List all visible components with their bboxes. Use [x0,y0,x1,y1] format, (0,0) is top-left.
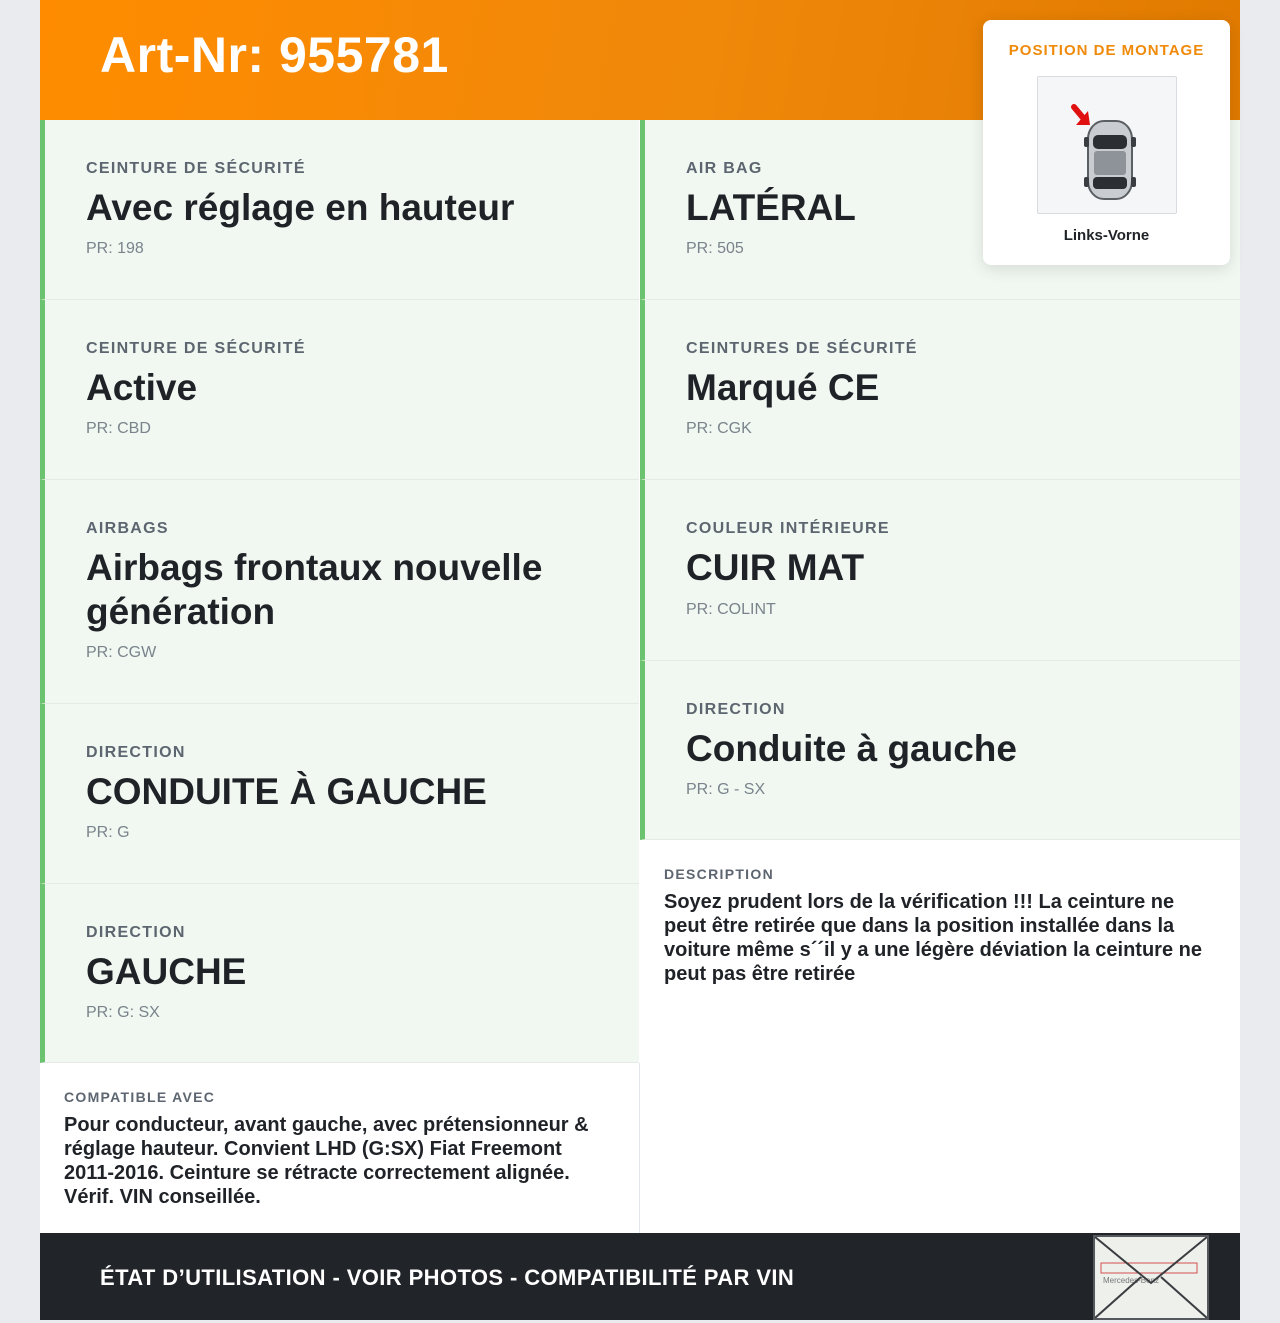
attribute-pr-code: PR: G: SX [86,1004,160,1021]
attribute-value: Marqué CE [686,367,880,408]
thumbnail-caption: Mercedes-Benz [1103,1276,1160,1285]
mounting-position-card [983,20,1230,265]
attribute-value: Active [86,367,198,408]
attribute-pr-code: PR: CGK [686,420,752,437]
attribute-label: CEINTURE DE SÉCURITÉ [86,340,306,357]
attribute-pr-code: PR: COLINT [686,601,776,618]
compatibility-section [40,1063,640,1233]
compatibility-text: Pour conducteur, avant gauche, avec prétensionneur & réglage hauteur. Convient LHD (G:SX) Fiat Freemont 2011-2016. Ceinture se rétracte correctement alignée. Vérif. VIN conseillée. [64,1114,589,1208]
attribute-label: DIRECTION [686,701,786,718]
attribute-pr-code: PR: 198 [86,240,144,257]
attribute-card [40,704,639,884]
product-sheet [40,0,1240,1320]
attribute-value: CUIR MAT [686,547,865,588]
attribute-value: GAUCHE [86,951,247,992]
attribute-card [40,884,639,1063]
attribute-label: AIRBAGS [86,520,169,537]
footer-bar [40,1233,1240,1320]
attribute-label: CEINTURE DE SÉCURITÉ [86,160,306,177]
compatibility-label: COMPATIBLE AVEC [64,1089,216,1105]
description-text: Soyez prudent lors de la vérification !!! La ceinture ne peut être retirée que dans la position installée dans la voiture même s´´il y a une légère déviation la ceinture ne peut pas être retirée [664,891,1202,985]
attribute-value: CONDUITE À GAUCHE [86,771,487,812]
car-position-image[interactable] [1037,76,1177,214]
attribute-label: COULEUR INTÉRIEURE [686,520,890,537]
attribute-label: DIRECTION [86,744,186,761]
attribute-label: AIR BAG [686,160,763,177]
attribute-value: LATÉRAL [686,187,856,228]
car-top-view-icon [1038,77,1178,215]
document-thumbnail[interactable] [1093,1235,1209,1320]
attribute-pr-code: PR: CGW [86,644,157,661]
attribute-pr-code: PR: G - SX [686,781,766,798]
attribute-card [40,300,639,480]
attribute-card [40,120,639,300]
mounting-position-value: Links-Vorne [1063,227,1150,244]
attribute-pr-code: PR: 505 [686,240,744,257]
attribute-card [640,480,1240,661]
attribute-value: Conduite à gauche [686,728,1017,769]
envelope-icon [1095,1237,1207,1318]
attribute-pr-code: PR: CBD [86,420,151,437]
article-number-title: Art-Nr: 955781 [100,27,449,83]
attribute-pr-code: PR: G [86,824,130,841]
red-arrow-icon [1074,107,1090,125]
attribute-value: Airbags frontaux nouvelle génération [86,547,543,632]
attribute-label: CEINTURES DE SÉCURITÉ [686,340,918,357]
attribute-label: DIRECTION [86,924,186,941]
description-label: DESCRIPTION [664,866,774,882]
footer-status-text: ÉTAT D’UTILISATION - VOIR PHOTOS - COMPATIBILITÉ PAR VIN [100,1265,795,1290]
attribute-card [640,300,1240,480]
description-section [640,840,1240,1233]
attribute-card [640,661,1240,840]
attribute-value: Avec réglage en hauteur [86,187,515,228]
mounting-position-title: POSITION DE MONTAGE [1008,42,1205,59]
attribute-card [40,480,639,704]
